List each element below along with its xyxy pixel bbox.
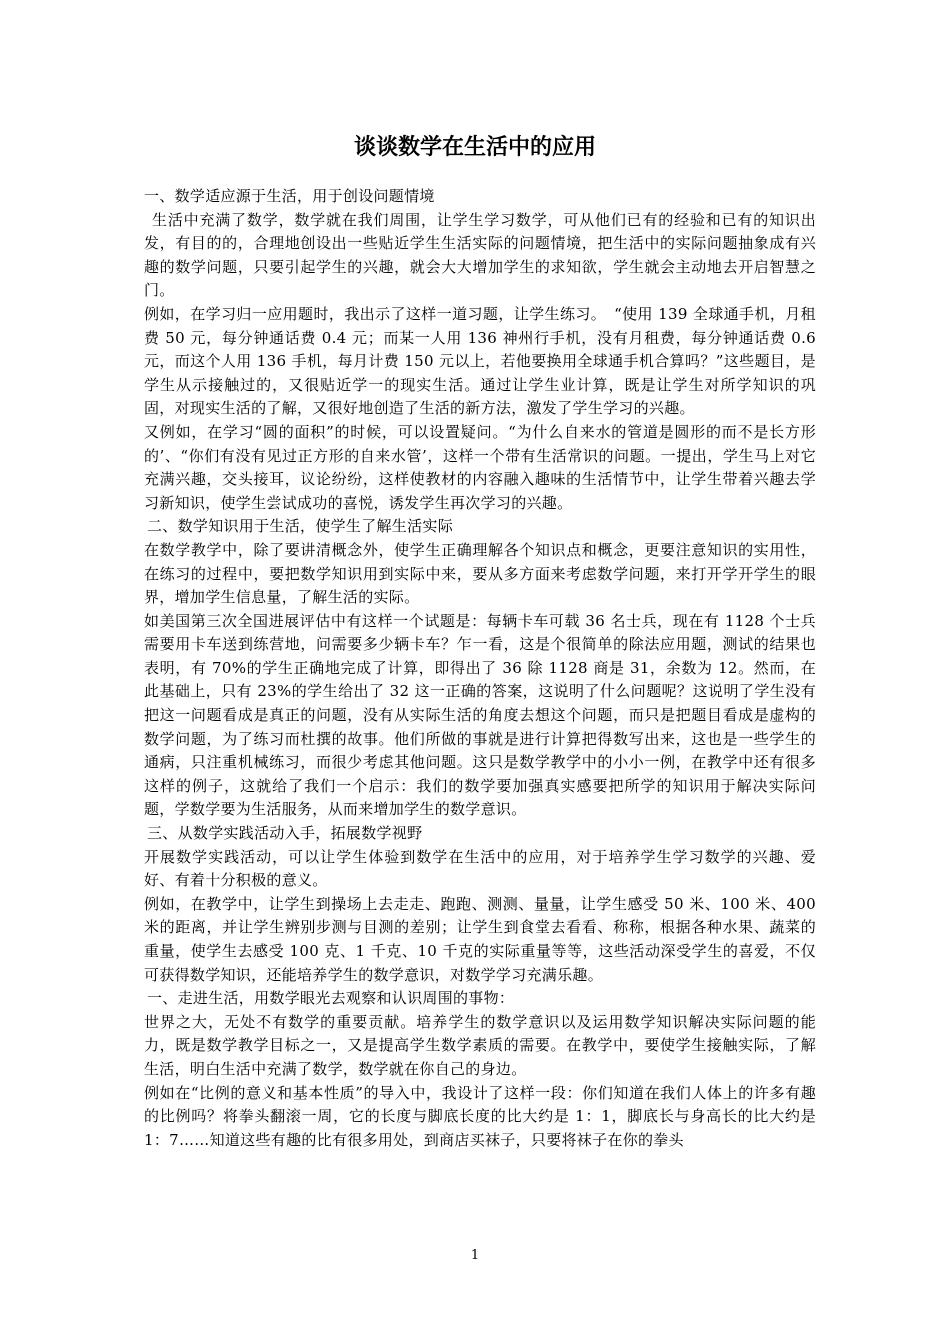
section-heading-4: 一、走进生活，用数学眼光去观察和认识周围的事物： (147, 989, 515, 1008)
paragraph: 开展数学实践活动，可以让学生体验到数学在生活中的应用，对于培养学生学习数学的兴趣、爱好、有着十分积极的意义。 (144, 847, 816, 890)
paragraph: 生活中充满了数学，数学就在我们周围，让学生学习数学，可从他们已有的经验和已有的知识出发，有目的的，合理地创设出一些贴近学生生活实际的问题情境，把生活中的实际问题抽象成有兴趣的数学问题，只要引起学生的兴趣，就会大大增加学生的求知欲，学生就会主动地去开启智慧之门。 (144, 210, 816, 300)
section-heading-3: 三、从数学实践活动入手，拓展数学视野 (147, 824, 423, 843)
section-heading-2: 二、数学知识用于生活，使学生了解生活实际 (147, 517, 454, 536)
paragraph: 例如，在学习归一应用题时，我出示了这样一道习题，让学生练习。 “使用 139 全球通手机，月租费 50 元，每分钟通话费 0.4 元；而某一人用 136 神州行手机，没有月租费，每分钟通话费 0.6 元，而这个人用 136 手机，每月计费 150 元以上，若他要换用全球通手机合算吗？”这些题目，是学生从示接触过的，又很贴近学一的现实生活。通过让学生业计算，既是让学生对所学知识的巩固，对现实生活的了解，又很好地创造了生活的新方法，激发了学生学习的兴趣。 (144, 304, 816, 418)
page-number: 1 (470, 1248, 480, 1263)
paragraph: 例如在“比例的意义和基本性质”的导入中，我设计了这样一段：你们知道在我们人体上的许多有趣的比例吗？将拳头翻滚一周，它的长度与脚底长度的比大约是 1：1，脚底长与身高长的比大约是 1：7……知道这些有趣的比有很多用处，到商店买袜子，只要将袜子在你的拳头 (144, 1083, 816, 1149)
document-title: 谈谈数学在生活中的应用 (353, 135, 596, 160)
paragraph: 如美国第三次全国进展评估中有这样一个试题是：每辆卡车可载 36 名士兵，现在有 1128 个士兵需要用卡车送到练营地，问需要多少辆卡车？乍一看，这是个很简单的除法应用题，测试的结果也表明，有 70%的学生正确地完成了计算，即得出了 36 除 1128 商是 31，余数为 12。然而，在此基础上，只有 23%的学生给出了 32 这一正确的答案，这说明了什么问题呢？这说明了学生没有把这一问题看成是真正的问题，没有从实际生活的角度去想这个问题，而只是把题目看成是虚构的数学问题，为了练习而杜撰的故事。他们所做的事就是进行计算把得数写出来，这也是一些学生的通病，只注重机械练习，而很少考虑其他问题。这只是数学教学中的小小一例，在教学中还有很多这样的例子，这就给了我们一个启示：我们的数学要加强真实感要把所学的知识用于解决实际问题，学数学要为生活服务，从而来增加学生的数学意识。 (144, 611, 816, 819)
paragraph: 在数学教学中，除了要讲清概念外，使学生正确理解各个知识点和概念，更要注意知识的实用性，在练习的过程中，要把数学知识用到实际中来，要从多方面来考虑数学问题，来打开学开学生的眼界，增加学生信息量，了解生活的实际。 (144, 540, 816, 607)
paragraph: 又例如，在学习“圆的面积”的时候，可以设置疑问。“为什么自来水的管道是圆形的而不是长方形的’、“你们有没有见过正方形的自来水管’，这样一个带有生活常识的问题。一提出，学生马上对它充满兴趣，交头接耳，议论纷纷，这样使教材的内容融入趣味的生活情节中，让学生带着兴趣去学习新知识，使学生尝试成功的喜悦，诱发学生再次学习的兴趣。 (144, 422, 816, 512)
paragraph: 世界之大，无处不有数学的重要贡献。培养学生的数学意识以及运用数学知识解决实际问题的能力，既是数学教学目标之一，又是提高学生数学素质的需要。在教学中，要使学生接触实际，了解生活，明白生活中充满了数学，数学就在你自己的身边。 (144, 1012, 816, 1078)
paragraph: 例如，在教学中，让学生到操场上去走走、跑跑、测测、量量，让学生感受 50 米、100 米、400 米的距离，并让学生辨别步测与目测的差别；让学生到食堂去看看、称称，根据各种水果、蔬菜的重量，使学生去感受 100 克、1 千克、10 千克的实际重量等等，这些活动深受学生的喜爱，不仅可获得数学知识，还能培养学生的数学意识，对数学学习充满乐趣。 (144, 894, 816, 984)
document-body (144, 185, 816, 1152)
section-heading-1: 一、数学适应源于生活，用于创设问题情境 (144, 187, 435, 205)
